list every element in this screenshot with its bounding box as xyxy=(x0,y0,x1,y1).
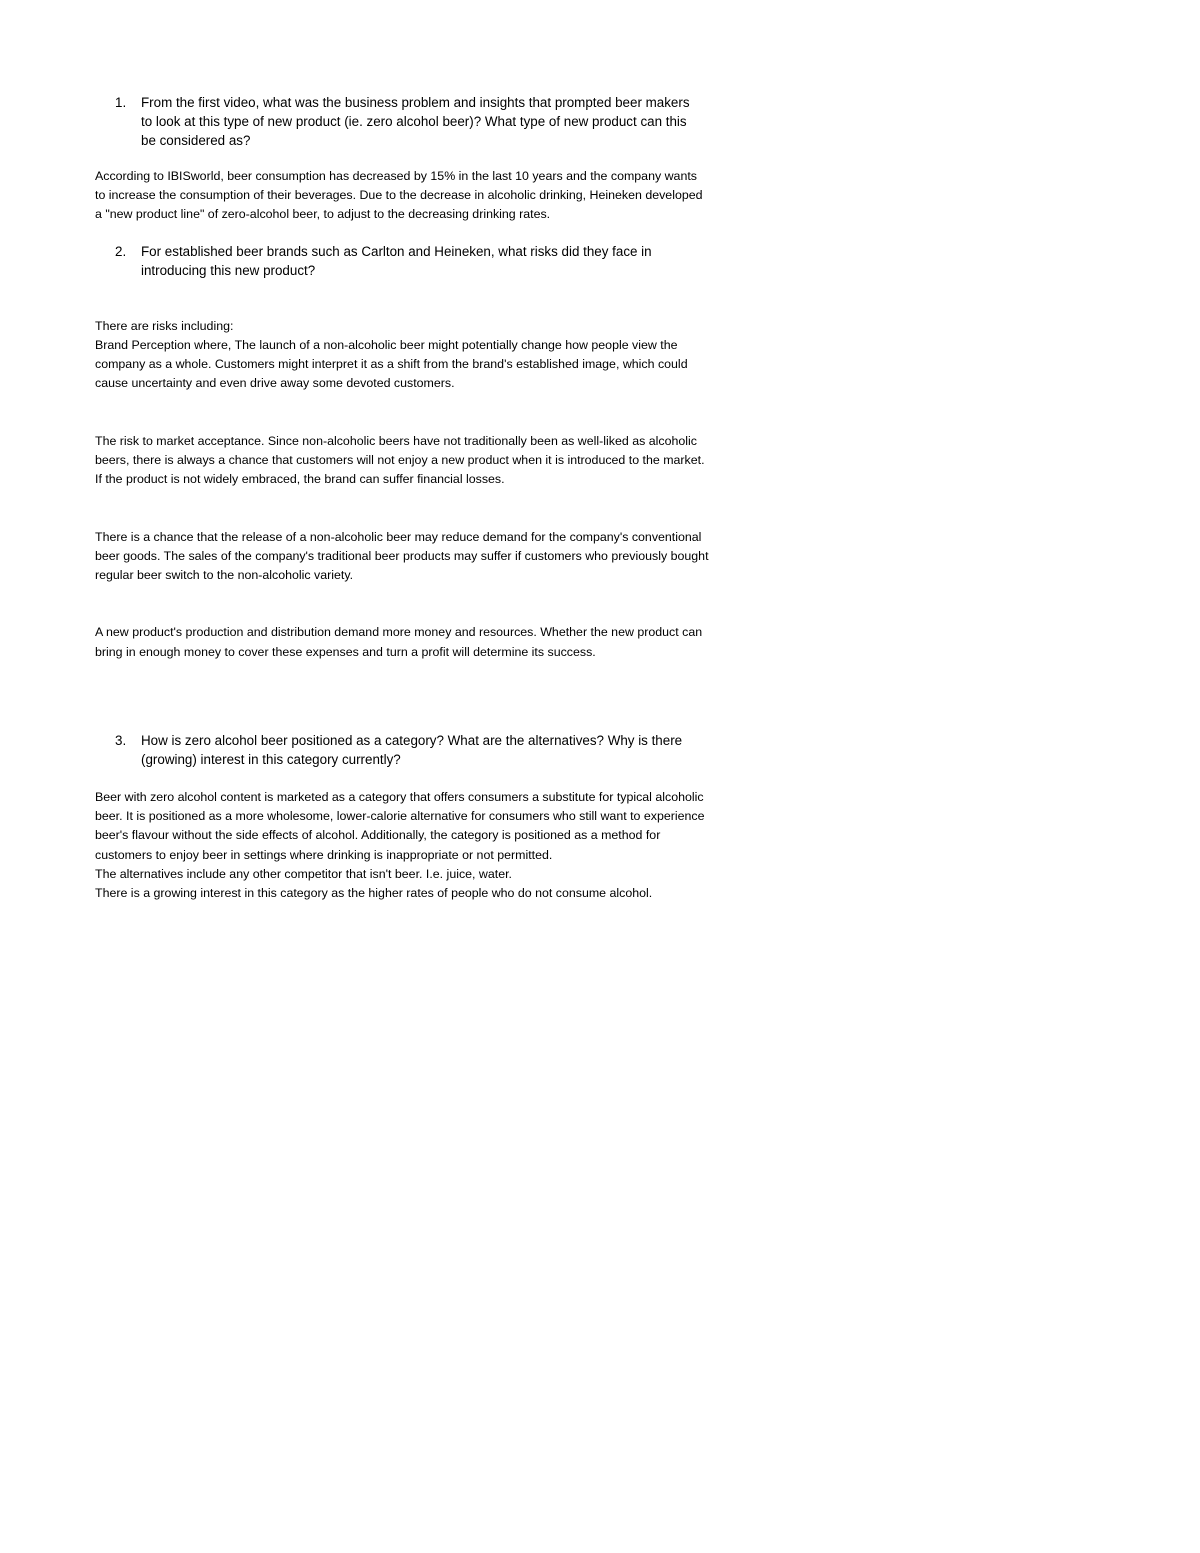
answer-paragraph: The risk to market acceptance. Since non-alcoholic beers have not traditionally been as well-liked as alcoholic beers, there is always a chance that customers will not enjoy a new product when it is introduced to the market. If the product is not widely embraced, the brand can suffer financial losses. xyxy=(95,433,705,487)
question-number: 2. xyxy=(115,243,127,259)
answer-3: Beer with zero alcohol content is marketed as a category that offers consumers a substitute for typical alcoholic beer. It is positioned as a more wholesome, lower-calorie alternative for consumers who still want to experience beer's flavour without the side effects of alcohol. Additionally, the category is positioned as a method for customers to enjoy beer in settings where drinking is inappropriate or not permitted. The alternatives include any other competitor that isn't beer. I.e. juice, water. There is a growing interest in this category as the higher rates of people who do not consume alcohol. xyxy=(95,790,705,901)
question-text: How is zero alcohol beer positioned as a category? What are the alternatives? Why is there (growing) interest in this category currently? xyxy=(141,733,683,768)
answer-1: According to IBISworld, beer consumption has decreased by 15% in the last 10 years and the company wants to increase the consumption of their beverages. Due to the decrease in alcoholic drinking, Heineken developed a "new product line" of zero-alcohol beer, to adjust to the decreasing drinking rates. xyxy=(95,169,703,222)
question-2 xyxy=(115,242,715,280)
question-number: 3. xyxy=(115,733,127,749)
question-1 xyxy=(115,93,715,150)
question-number: 1. xyxy=(115,95,127,110)
answer-paragraph: There are risks including: Brand Perception where, The launch of a non-alcoholic beer might potentially change how people view the company as a whole. Customers might interpret it as a shift from the brand's established image, which could cause uncertainty and even drive away some devoted customers. xyxy=(95,318,688,391)
question-text: From the first video, what was the business problem and insights that prompted beer makers to look at this type of new product (ie. zero alcohol beer)? What type of new product can this be considered as? xyxy=(141,95,690,148)
document-content xyxy=(95,92,715,903)
answer-paragraph: A new product's production and distribution demand more money and resources. Whether the new product can bring in enough money to cover these expenses and turn a profit will determine its success. xyxy=(95,625,703,659)
answer-2 xyxy=(95,298,710,681)
question-3 xyxy=(115,731,715,769)
answer-paragraph: There is a chance that the release of a non-alcoholic beer may reduce demand for the company's conventional beer goods. The sales of the company's traditional beer products may suffer if customers who previously bought regular beer switch to the non-alcoholic variety. xyxy=(95,529,709,583)
question-text: For established beer brands such as Carlton and Heineken, what risks did they face in introducing this new product? xyxy=(141,243,652,278)
